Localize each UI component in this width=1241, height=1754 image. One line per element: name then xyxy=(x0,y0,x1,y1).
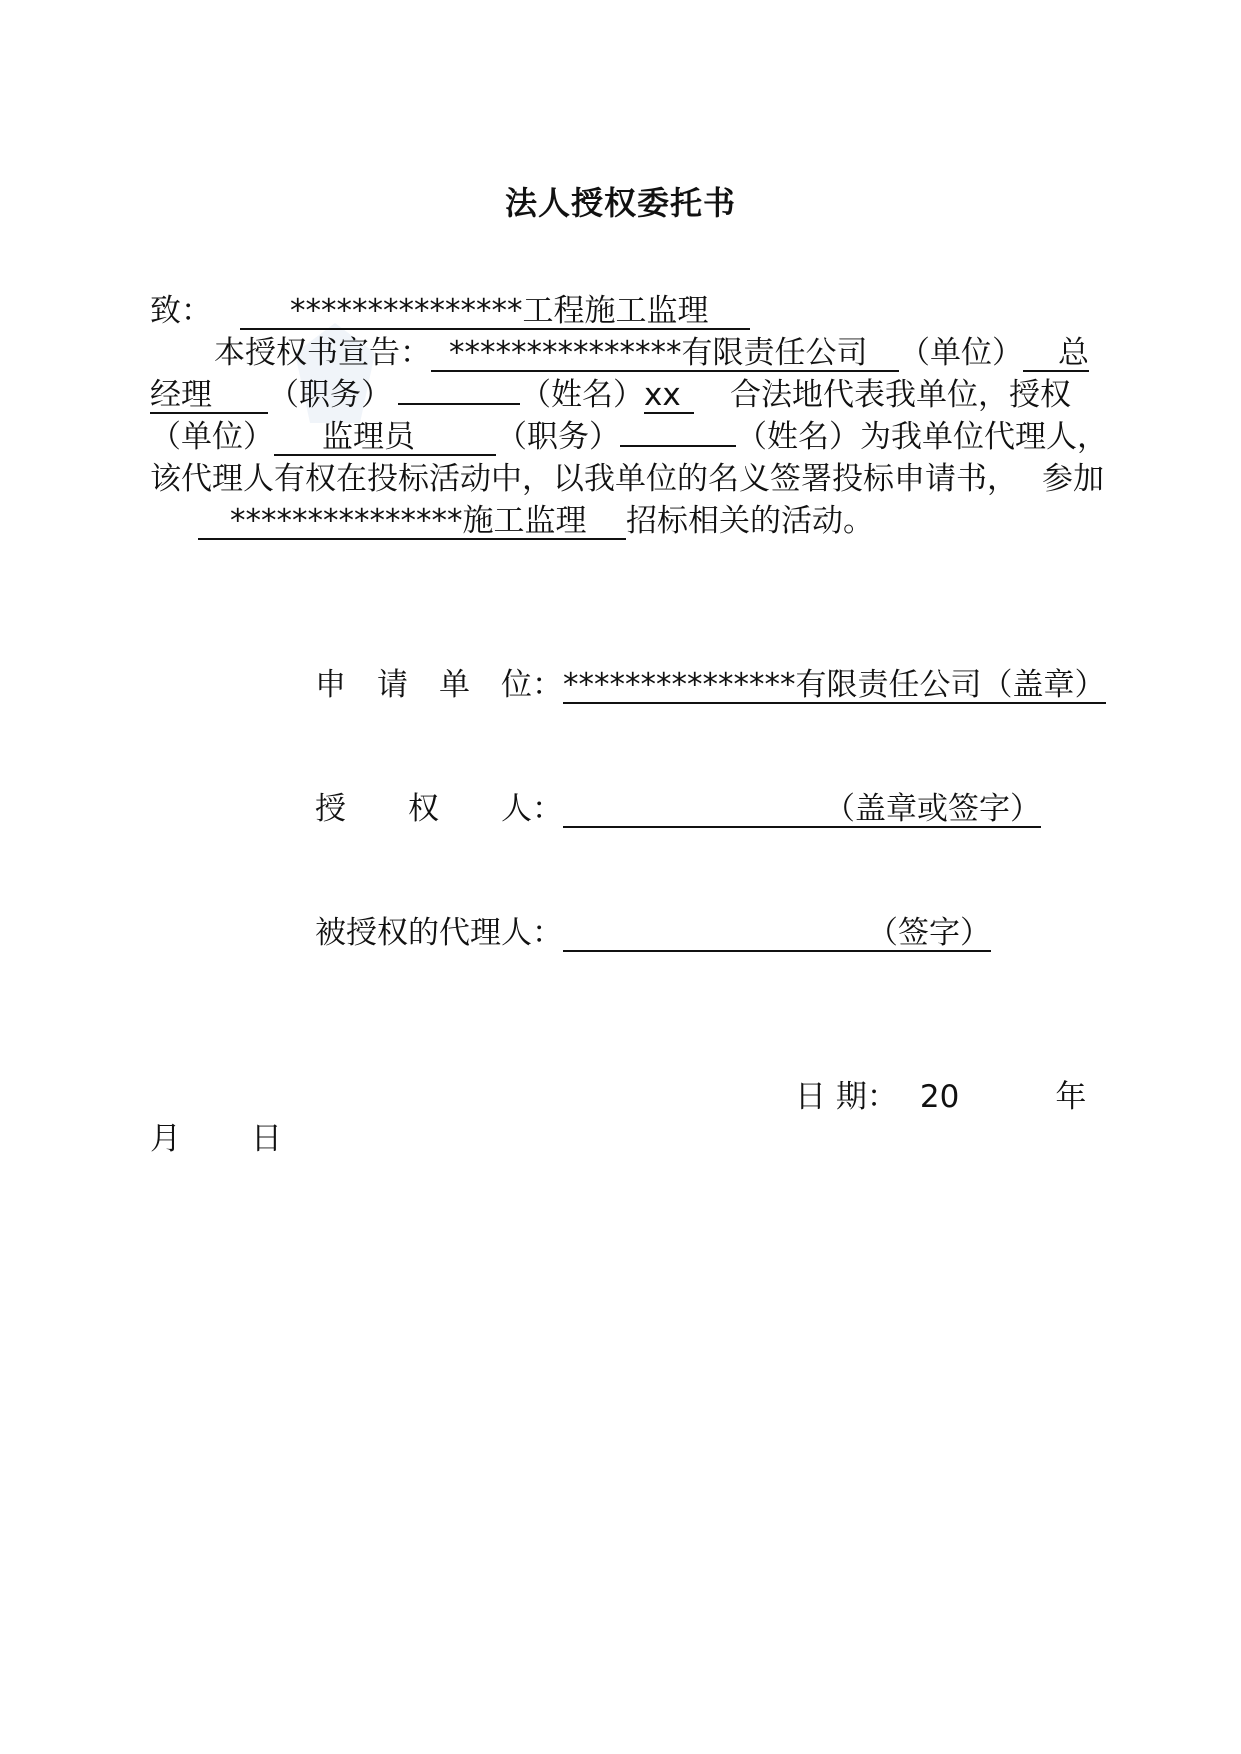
authorizer-row xyxy=(315,788,1041,830)
blank-name-field xyxy=(398,403,520,405)
date-row xyxy=(795,1076,1086,1118)
date-row-2 xyxy=(150,1118,282,1160)
date-day-unit: 日 xyxy=(251,1121,282,1157)
date-year-prefix: 20 xyxy=(919,1079,960,1115)
position-field-part1: 总 xyxy=(1023,336,1089,372)
ending-text: 招标相关的活动。 xyxy=(626,503,874,539)
agent-label: 被授权的代理人： xyxy=(315,915,563,951)
project-value: ***************施工监理 xyxy=(230,503,587,539)
agent-name-field xyxy=(620,445,736,447)
authorizer-field xyxy=(563,792,1041,828)
name-field xyxy=(644,378,694,414)
rights-text: 该代理人有权在投标活动中，以我单位的名义签署投标申请书， xyxy=(150,461,1018,497)
unit-label: （单位） xyxy=(899,335,1023,371)
applicant-row xyxy=(315,664,1106,706)
authorizer-label: 授 权 人： xyxy=(315,791,563,827)
applicant-value: ***************有限责任公司（盖章） xyxy=(563,667,1106,703)
agent-row xyxy=(315,912,991,954)
position-label: （职务） xyxy=(268,377,392,413)
declaration-line-4 xyxy=(150,458,1104,500)
date-month-unit: 月 xyxy=(150,1121,181,1157)
recipient-value: ***************工程施工监理 xyxy=(290,293,709,329)
name-value: xx xyxy=(644,377,681,413)
representation-text: 合法地代表我单位，授权 xyxy=(730,377,1071,413)
agent-hint: （签字） xyxy=(867,915,991,951)
agent-field xyxy=(563,916,991,952)
document-title: 法人授权委托书 xyxy=(504,184,736,222)
position-label-2: （职务） xyxy=(496,419,620,455)
agent-text: 为我单位代理人， xyxy=(860,419,1108,455)
company-value: ***************有限责任公司 xyxy=(449,335,868,371)
name-label: （姓名） xyxy=(520,377,644,413)
recipient-line xyxy=(150,290,750,332)
to-label: 致： xyxy=(150,293,212,329)
agent-position-value: 监理员 xyxy=(322,419,415,455)
date-year-unit: 年 xyxy=(1055,1079,1087,1115)
authorizer-hint: （盖章或签字） xyxy=(824,791,1041,827)
company-field xyxy=(431,336,899,372)
date-label: 日 期： xyxy=(795,1079,898,1115)
applicant-field xyxy=(563,668,1106,704)
applicant-label: 申 请 单 位： xyxy=(315,667,563,703)
participate-text: 参加 xyxy=(1042,461,1104,497)
declaration-line-3 xyxy=(150,416,1108,458)
position-field-part2: 经理 xyxy=(150,378,268,414)
name-label-2: （姓名） xyxy=(736,419,860,455)
declaration-line-5 xyxy=(150,500,874,542)
declaration-line-1 xyxy=(150,332,1089,374)
recipient-field xyxy=(240,294,750,330)
unit-label-2: （单位） xyxy=(150,419,274,455)
declaration-intro: 本授权书宣告： xyxy=(214,335,431,371)
declaration-line-2 xyxy=(150,374,1071,416)
project-field xyxy=(198,504,626,540)
agent-position-field xyxy=(274,420,496,456)
